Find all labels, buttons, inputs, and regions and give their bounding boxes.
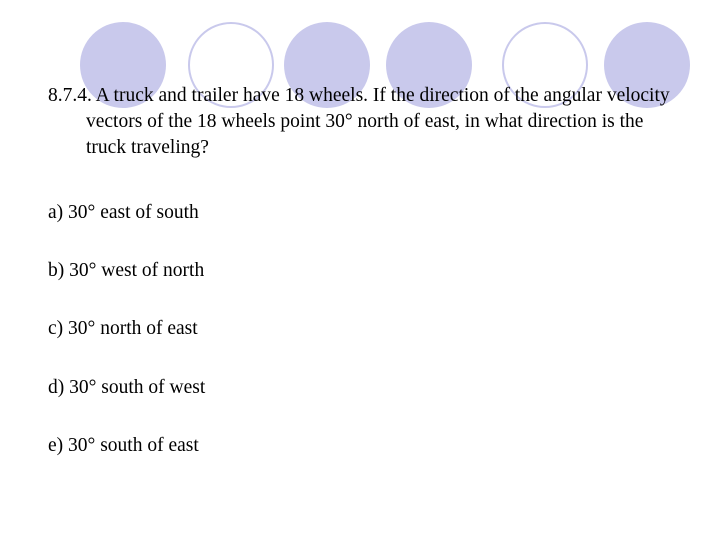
answer-option-d: d) 30° south of west bbox=[48, 377, 206, 398]
question-text: 8.7.4. A truck and trailer have 18 wheels. If the direction of the angular velocity vectors of the 18 wheels point 30° north of east, in what direction is the truck traveling? bbox=[48, 85, 670, 158]
answer-option-c: c) 30° north of east bbox=[48, 318, 198, 339]
answer-option-e: e) 30° south of east bbox=[48, 435, 199, 456]
answer-option-a: a) 30° east of south bbox=[48, 202, 199, 223]
answer-option-b: b) 30° west of north bbox=[48, 260, 205, 281]
